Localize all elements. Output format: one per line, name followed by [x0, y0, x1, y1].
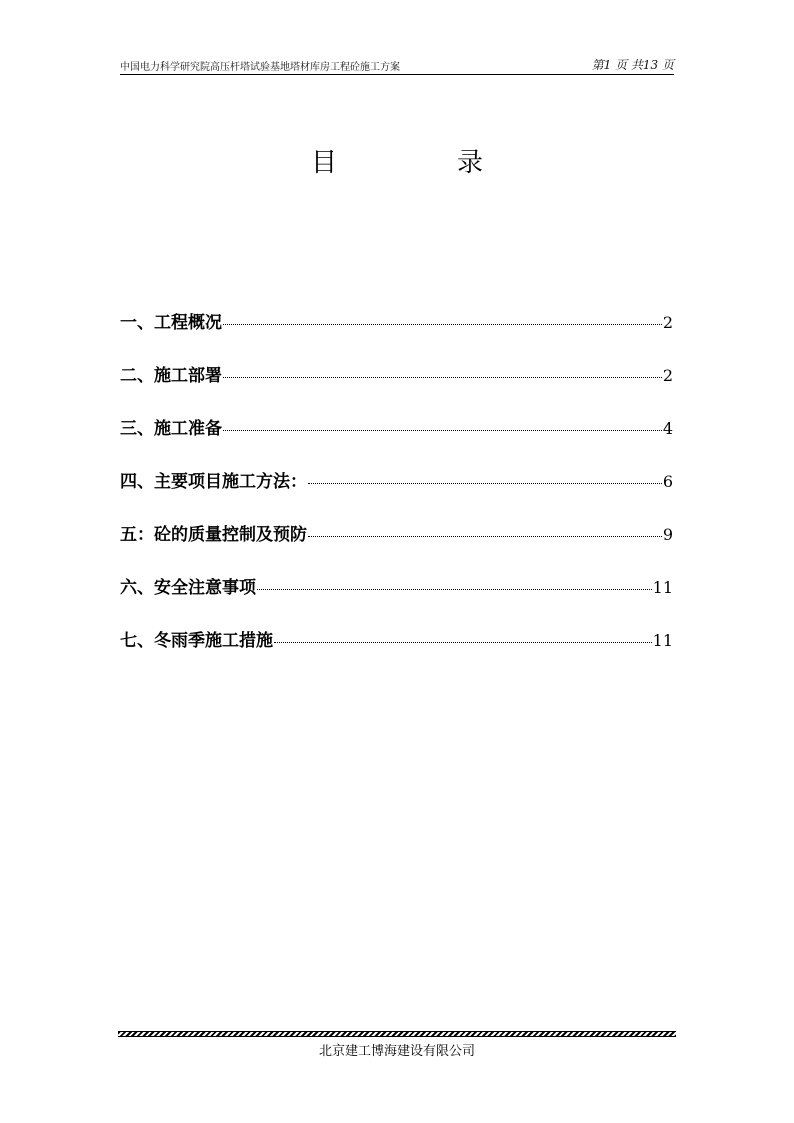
- toc-leader-dots: [274, 642, 652, 643]
- toc-entry[interactable]: [120, 308, 673, 361]
- toc-entry-label: 五：砼的质量控制及预防: [120, 525, 307, 545]
- table-of-contents: [120, 308, 673, 679]
- page-header: [120, 56, 674, 75]
- toc-entry-page: 2: [662, 366, 673, 385]
- toc-title-char-2: 录: [457, 148, 484, 178]
- toc-title-char-1: 目: [311, 148, 338, 178]
- footer-company-name: 北京建工博海建设有限公司: [318, 1044, 475, 1059]
- toc-entry-label: 三、施工准备: [120, 419, 222, 439]
- toc-leader-dots: [308, 536, 662, 537]
- document-title-header: 中国电力科学研究院高压杆塔试验基地塔材库房工程砼施工方案: [120, 62, 400, 73]
- toc-entry[interactable]: [120, 467, 673, 520]
- footer-divider: [118, 1031, 676, 1037]
- toc-entry-page: 6: [662, 472, 673, 491]
- toc-entry-page: 11: [652, 578, 673, 597]
- toc-entry[interactable]: [120, 414, 673, 467]
- toc-leader-dots: [223, 377, 662, 378]
- toc-leader-dots: [223, 430, 662, 431]
- toc-entry-label: 一、工程概况: [120, 313, 222, 333]
- toc-entry-page: 11: [652, 631, 673, 650]
- toc-entry-label: 六、安全注意事项: [120, 578, 256, 598]
- toc-entry-page: 4: [662, 419, 673, 438]
- toc-entry-page: 9: [662, 525, 673, 544]
- toc-entry[interactable]: [120, 520, 673, 573]
- toc-entry-label: 四、主要项目施工方法：: [120, 472, 307, 492]
- page-number-header: 第1 页 共13 页: [591, 58, 674, 72]
- toc-leader-dots: [257, 589, 652, 590]
- toc-leader-dots: [223, 324, 662, 325]
- toc-entry-label: 二、施工部署: [120, 366, 222, 386]
- toc-entry[interactable]: [120, 361, 673, 414]
- toc-entry-page: 2: [662, 313, 673, 332]
- toc-entry[interactable]: [120, 626, 673, 679]
- toc-leader-dots: [308, 483, 662, 484]
- toc-entry-label: 七、冬雨季施工措施: [120, 631, 273, 651]
- toc-entry[interactable]: [120, 573, 673, 626]
